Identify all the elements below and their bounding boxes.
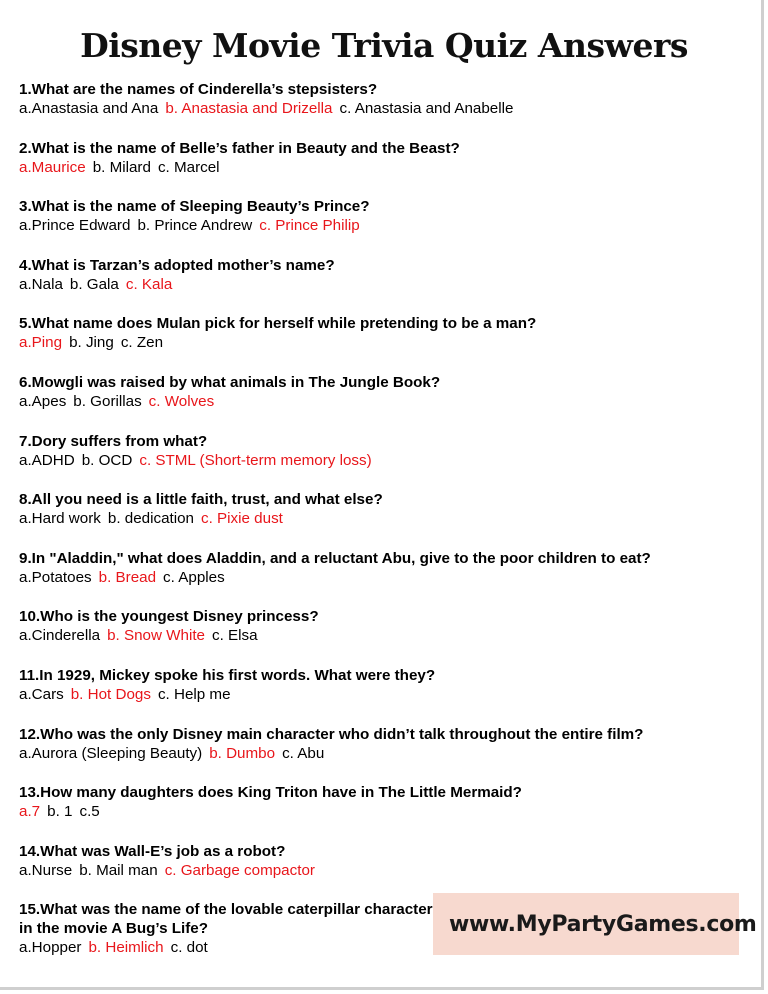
question-text: 15.What was the name of the lovable caterpillar character in the movie A Bug’s Life? (19, 901, 433, 938)
correct-answer: c. Pixie dust (201, 510, 283, 528)
answer-option: b. Gala (69, 275, 119, 293)
answer-option: a.Nala (19, 275, 63, 293)
correct-answer: c. Prince Philip (259, 217, 360, 235)
answer-options (19, 626, 759, 646)
answer-option: c. Marcel (157, 158, 220, 176)
answer-options (19, 333, 759, 353)
answer-option: a.Hard work (19, 510, 101, 528)
question-text: 6.Mowgli was raised by what animals in The Jungle Book? (19, 373, 441, 391)
answer-option: b. dedication (107, 510, 195, 528)
answer-option: b. OCD (81, 451, 133, 469)
question-item (19, 197, 759, 256)
question-text: 14.What was Wall-E’s job as a robot? (19, 842, 286, 860)
question-item (19, 842, 759, 901)
question-item (19, 725, 759, 784)
answer-options (19, 392, 759, 412)
answer-option: c. Abu (282, 744, 325, 762)
answer-option: c. Elsa (211, 627, 258, 645)
question-text: 13.How many daughters does King Triton have in The Little Mermaid? (19, 784, 522, 802)
answer-options (19, 509, 759, 529)
answer-option: a.ADHD (19, 451, 75, 469)
page-title: Disney Movie Trivia Quiz Answers (80, 26, 688, 65)
answer-option: c. Anastasia and Anabelle (339, 100, 514, 117)
question-text: 7.Dory suffers from what? (19, 432, 208, 450)
question-text: 12.Who was the only Disney main character who didn’t talk throughout the entire film? (19, 725, 644, 743)
question-item (19, 666, 759, 725)
answer-options (19, 802, 759, 822)
question-text: 9.In "Aladdin," what does Aladdin, and a reluctant Abu, give to the poor children to eat? (19, 549, 651, 567)
answer-option: b. Mail man (79, 861, 158, 879)
question-item (19, 314, 759, 373)
answer-option: a.Anastasia and Ana (19, 100, 159, 117)
question-text: 8.All you need is a little faith, trust, and what else? (19, 491, 383, 509)
question-item (19, 256, 759, 315)
answer-option: b. 1 (47, 803, 73, 821)
answer-options (19, 158, 759, 178)
answer-option: b. Jing (69, 334, 114, 352)
correct-answer: b. Snow White (107, 627, 205, 645)
question-text: 11.In 1929, Mickey spoke his first words. What were they? (19, 666, 436, 684)
correct-answer: b. Hot Dogs (70, 685, 151, 703)
question-item (19, 139, 759, 198)
answer-option: b. Gorillas (73, 392, 142, 410)
question-item (19, 432, 759, 491)
correct-answer: b. Bread (98, 568, 157, 586)
question-text: 2.What is the name of Belle’s father in Beauty and the Beast? (19, 139, 460, 157)
answer-options (19, 275, 759, 295)
correct-answer: c. STML (Short-term memory loss) (139, 451, 372, 469)
answer-option: a.Aurora (Sleeping Beauty) (19, 744, 203, 762)
question-text: 10.Who is the youngest Disney princess? (19, 608, 319, 626)
correct-answer: b. Heimlich (88, 939, 164, 957)
question-text: 3.What is the name of Sleeping Beauty’s Prince? (19, 198, 370, 216)
answer-option: a.Nurse (19, 861, 73, 879)
question-item (19, 783, 759, 842)
question-text: 5.What name does Mulan pick for herself while pretending to be a man? (19, 315, 537, 333)
correct-answer: a.Ping (19, 334, 63, 352)
question-item (19, 549, 759, 608)
question-text: 4.What is Tarzan’s adopted mother’s name? (19, 256, 335, 274)
correct-answer: b. Anastasia and Drizella (165, 100, 333, 117)
answer-option: c. Apples (163, 568, 225, 586)
question-list (19, 80, 759, 958)
answer-option: a.Hopper (19, 939, 82, 957)
answer-options (19, 99, 759, 119)
correct-answer: a.Maurice (19, 158, 86, 176)
answer-option: a.Cinderella (19, 627, 101, 645)
answer-option: a.Apes (19, 392, 67, 410)
answer-option: c. dot (170, 939, 208, 957)
answer-option: b. Milard (92, 158, 151, 176)
question-item (19, 607, 759, 666)
logo-text: www.MyPartyGames.com (449, 911, 757, 937)
correct-answer: c. Wolves (148, 392, 215, 410)
correct-answer: b. Dumbo (209, 744, 276, 762)
question-text: 1.What are the names of Cinderella’s stepsisters? (19, 81, 378, 98)
answer-option: a.Prince Edward (19, 217, 131, 235)
answer-options (19, 451, 759, 471)
question-item (19, 373, 759, 432)
correct-answer: a.7 (19, 803, 41, 821)
question-item (19, 490, 759, 549)
answer-option: c. Zen (120, 334, 164, 352)
answer-options (19, 568, 759, 588)
answer-options (19, 861, 759, 881)
correct-answer: c. Kala (125, 275, 173, 293)
answer-options (19, 216, 759, 236)
answer-option: c. Help me (157, 685, 231, 703)
answer-option: a.Cars (19, 685, 64, 703)
answer-option: b. Prince Andrew (137, 217, 253, 235)
answer-options (19, 685, 759, 705)
answer-option: c.5 (79, 803, 100, 821)
question-item (19, 80, 759, 139)
site-logo[interactable] (433, 893, 757, 955)
correct-answer: c. Garbage compactor (164, 861, 315, 879)
answer-options (19, 744, 759, 764)
answer-option: a.Potatoes (19, 568, 92, 586)
